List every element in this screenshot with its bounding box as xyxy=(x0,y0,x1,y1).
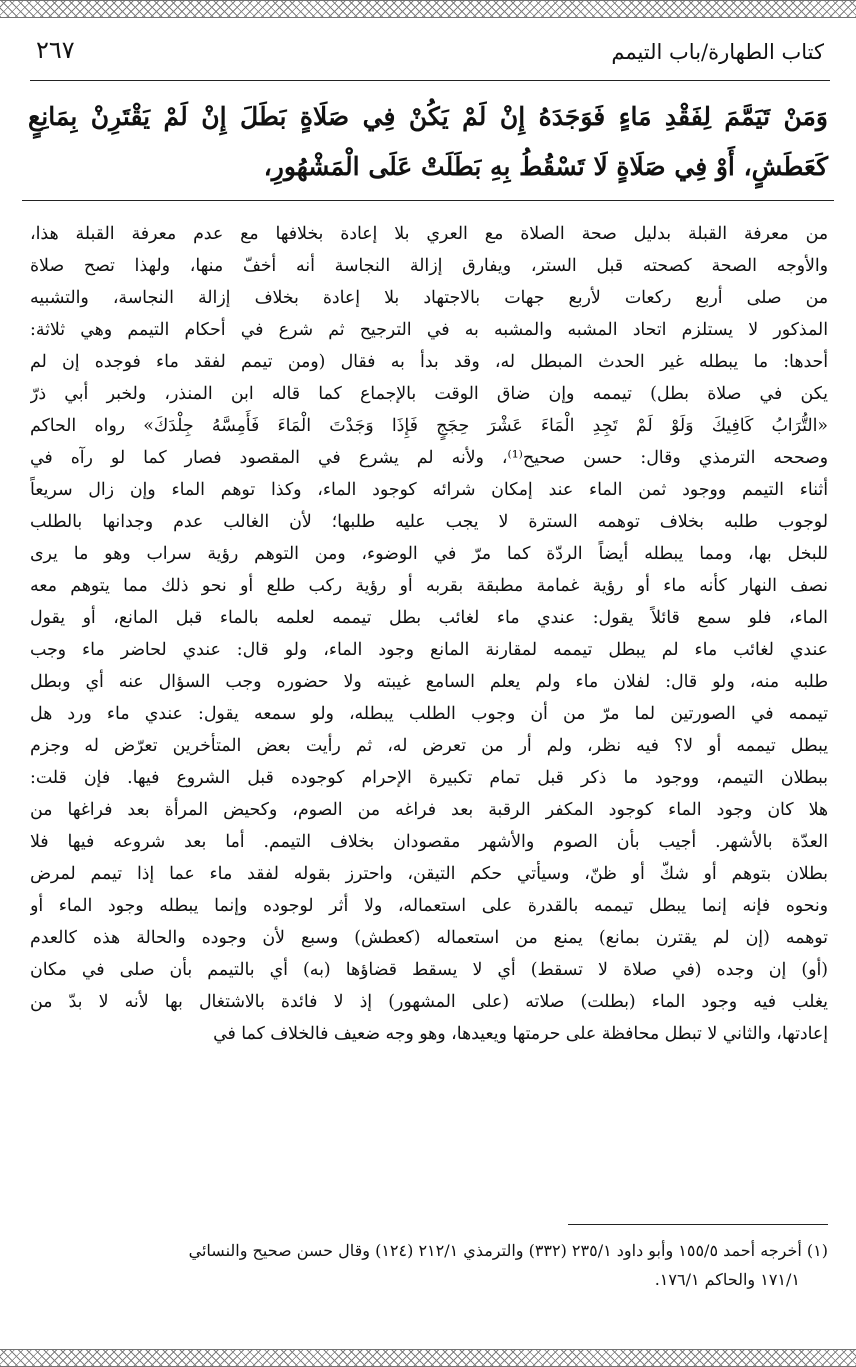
commentary-line: الماء، فلو سمع قائلاً يقول: عندي ماء لغائب بطل تيممه لعلمه بالماء قبل المانع، أو يقول xyxy=(30,608,828,628)
commentary-line: (أو) إن وجده (في صلاة لا تسقط) أي لا يسقط قضاؤها (به) أي بالتيمم بأن صلى في مكان xyxy=(30,960,828,980)
commentary-line: يكن في صلاة بطل) تيممه وإن ضاق الوقت بالإجماع كما قاله ابن المنذر، ولخبر أبي ذرّ xyxy=(30,384,828,404)
bottom-ornamental-border xyxy=(0,1349,856,1367)
footnote-line: (١) أخرجه أحمد ١٥٥/٥ وأبو داود ٢٣٥/١ (٣٣٢) والترمذي ٢١٢/١ (١٢٤) وقال حسن صحيح والنسائي xyxy=(188,1241,828,1260)
commentary-line: طلبه منه، ولو قال: لفلان ماء ولم يعلم السامع غيبته ولا حضوره وجب السؤال عنه أي وبطل xyxy=(30,672,828,692)
commentary-line: عندي لغائب ماء لم يبطل تيممه لمقارنة المانع وجود الماء، ولو قال: عندي لحاضر ماء وجب xyxy=(30,640,828,660)
matn-text: وَمَنْ تَيَمَّمَ لِفَقْدِ مَاءٍ فَوَجَدَهُ إِنْ لَمْ يَكُنْ فِي صَلَاةٍ بَطَلَ إِنْ لَمْ يَقْتَرِنْ بِمَانِعٍ كَعَطَشٍ، أَوْ فِي صَلَاةٍ لَا تَسْقُطُ بِهِ بَطَلَتْ عَلَى الْمَشْهُورِ، xyxy=(28,102,828,181)
commentary-line: توهمه (إن لم يقترن بمانع) يمنع من استعماله (كعطش) وسبع لأن وجوده والحالة هذه كالعدم xyxy=(30,928,828,948)
top-ornamental-border xyxy=(0,0,856,18)
commentary-line: من معرفة القبلة بدليل صحة الصلاة مع العري بلا إعادة بخلافها مع عدم معرفة القبلة هذا، xyxy=(30,224,828,244)
commentary xyxy=(30,218,828,1050)
commentary-line: لوجوب طلبه بخلاف توهمه السترة لا يجب عليه طلبها؛ لأن الغالب عدم وجدانها بالطلب xyxy=(30,512,828,532)
footnote-line: ١٧١/١ والحاكم ١٧٦/١. xyxy=(654,1270,800,1289)
commentary-line: للبخل بها، ومما يبطله أيضاً الردّة كما مرّ في الوضوء، ومن التوهم رؤية سراب وهو ما يرى xyxy=(30,544,828,564)
commentary-line: والأوجه الصحة كصحته قبل الستر، ويفارق إزالة النجاسة أنه أخفّ منها، ولهذا تصح صلاة xyxy=(30,256,828,276)
commentary-line: نصف النهار كأنه ماء أو رؤية غمامة مطبقة بقربه أو رؤية ركب طلع أو نحو ذلك مما يتوهم معه xyxy=(30,576,828,596)
commentary-line: أحدها: ما يبطله غير الحدث المبطل له، وقد بدأ به فقال (ومن تيمم لفقد ماء فوجده إن لم xyxy=(30,352,828,372)
footnotes xyxy=(30,1236,828,1294)
matn-divider xyxy=(22,200,834,201)
commentary-line: تيممه في الصورتين لما مرّ من أن وجوب الطلب يبطله، ولو سمعه يقول: عندي ماء ورد هل xyxy=(30,704,828,724)
commentary-line: إعادتها، والثاني لا تبطل محافظة على حرمتها ويعيدها، وهو وجه ضعيف فالخلاف كما في xyxy=(213,1024,828,1044)
commentary-line: ببطلان التيمم، ووجود ما ذكر قبل تمام تكبيرة الإحرام كوجوده قبل الشروع فيها. فإن قلت: xyxy=(30,768,828,788)
running-head: كتاب الطهارة/باب التيمم xyxy=(611,40,824,64)
commentary-line: وصححه الترمذي وقال: حسن صحيح⁽¹⁾، ولأنه لم يشرع في المقصود فصار كما لو رآه في xyxy=(30,448,828,468)
commentary-line: «التُّرَابُ كَافِيكَ وَلَوْ لَمْ تَجِدِ الْمَاءَ عَشْرَ حِجَجٍ فَإِذَا وَجَدْتَ الْمَاءَ فَأَمِسَّهُ جِلْدَكَ» رواه الحاكم xyxy=(30,416,828,436)
footnote-divider xyxy=(568,1224,828,1225)
commentary-line: المذكور لا يستلزم اتحاد المشبه والمشبه به في الترجيح ثم شرع في أحكام التيمم وهي ثلاثة: xyxy=(30,320,828,340)
commentary-line: ونحوه فإنه إنما يبطل تيممه بالقدرة على استعماله، ولا أثر لوجوده وإنما يبطله وجود الماء أو xyxy=(30,896,828,916)
page-header xyxy=(30,36,830,81)
commentary-line: هلا كان وجود الماء كوجود المكفر الرقبة بعد فراغه من الصوم، وكحيض المرأة بعد فراغها من xyxy=(30,800,828,820)
commentary-line: العدّة بالأشهر. أجيب بأن الصوم والأشهر مقصودان بخلاف التيمم. أما بعد شروعه فيها فلا xyxy=(30,832,828,852)
commentary-line: بطلان بتوهم أو شكّ أو ظنّ، وسيأتي حكم التيقن، واحترز بقوله لفقد ماء عما إذا تيمم لمرض xyxy=(30,864,828,884)
commentary-line: من صلى أربع ركعات لأربع جهات بالاجتهاد بلا إعادة بخلاف إزالة النجاسة، والتشبيه xyxy=(30,288,828,308)
commentary-line: يغلب فيه وجود الماء (بطلت) صلاته (على المشهور) إذ لا فائدة بالاشتغال بها لأنه لا بدّ من xyxy=(30,992,828,1012)
commentary-line: أثناء التيمم ووجود ثمن الماء عند إمكان شرائه كوجود الماء، وكذا توهم الماء وإن زال سريعاً xyxy=(30,480,828,500)
page-number: ٢٦٧ xyxy=(36,36,75,64)
commentary-line: يبطل تيممه أو لا؟ فيه نظر، ولم أر من تعرض له، ثم رأيت بعض المتأخرين تعرّض له وجزم xyxy=(30,736,828,756)
